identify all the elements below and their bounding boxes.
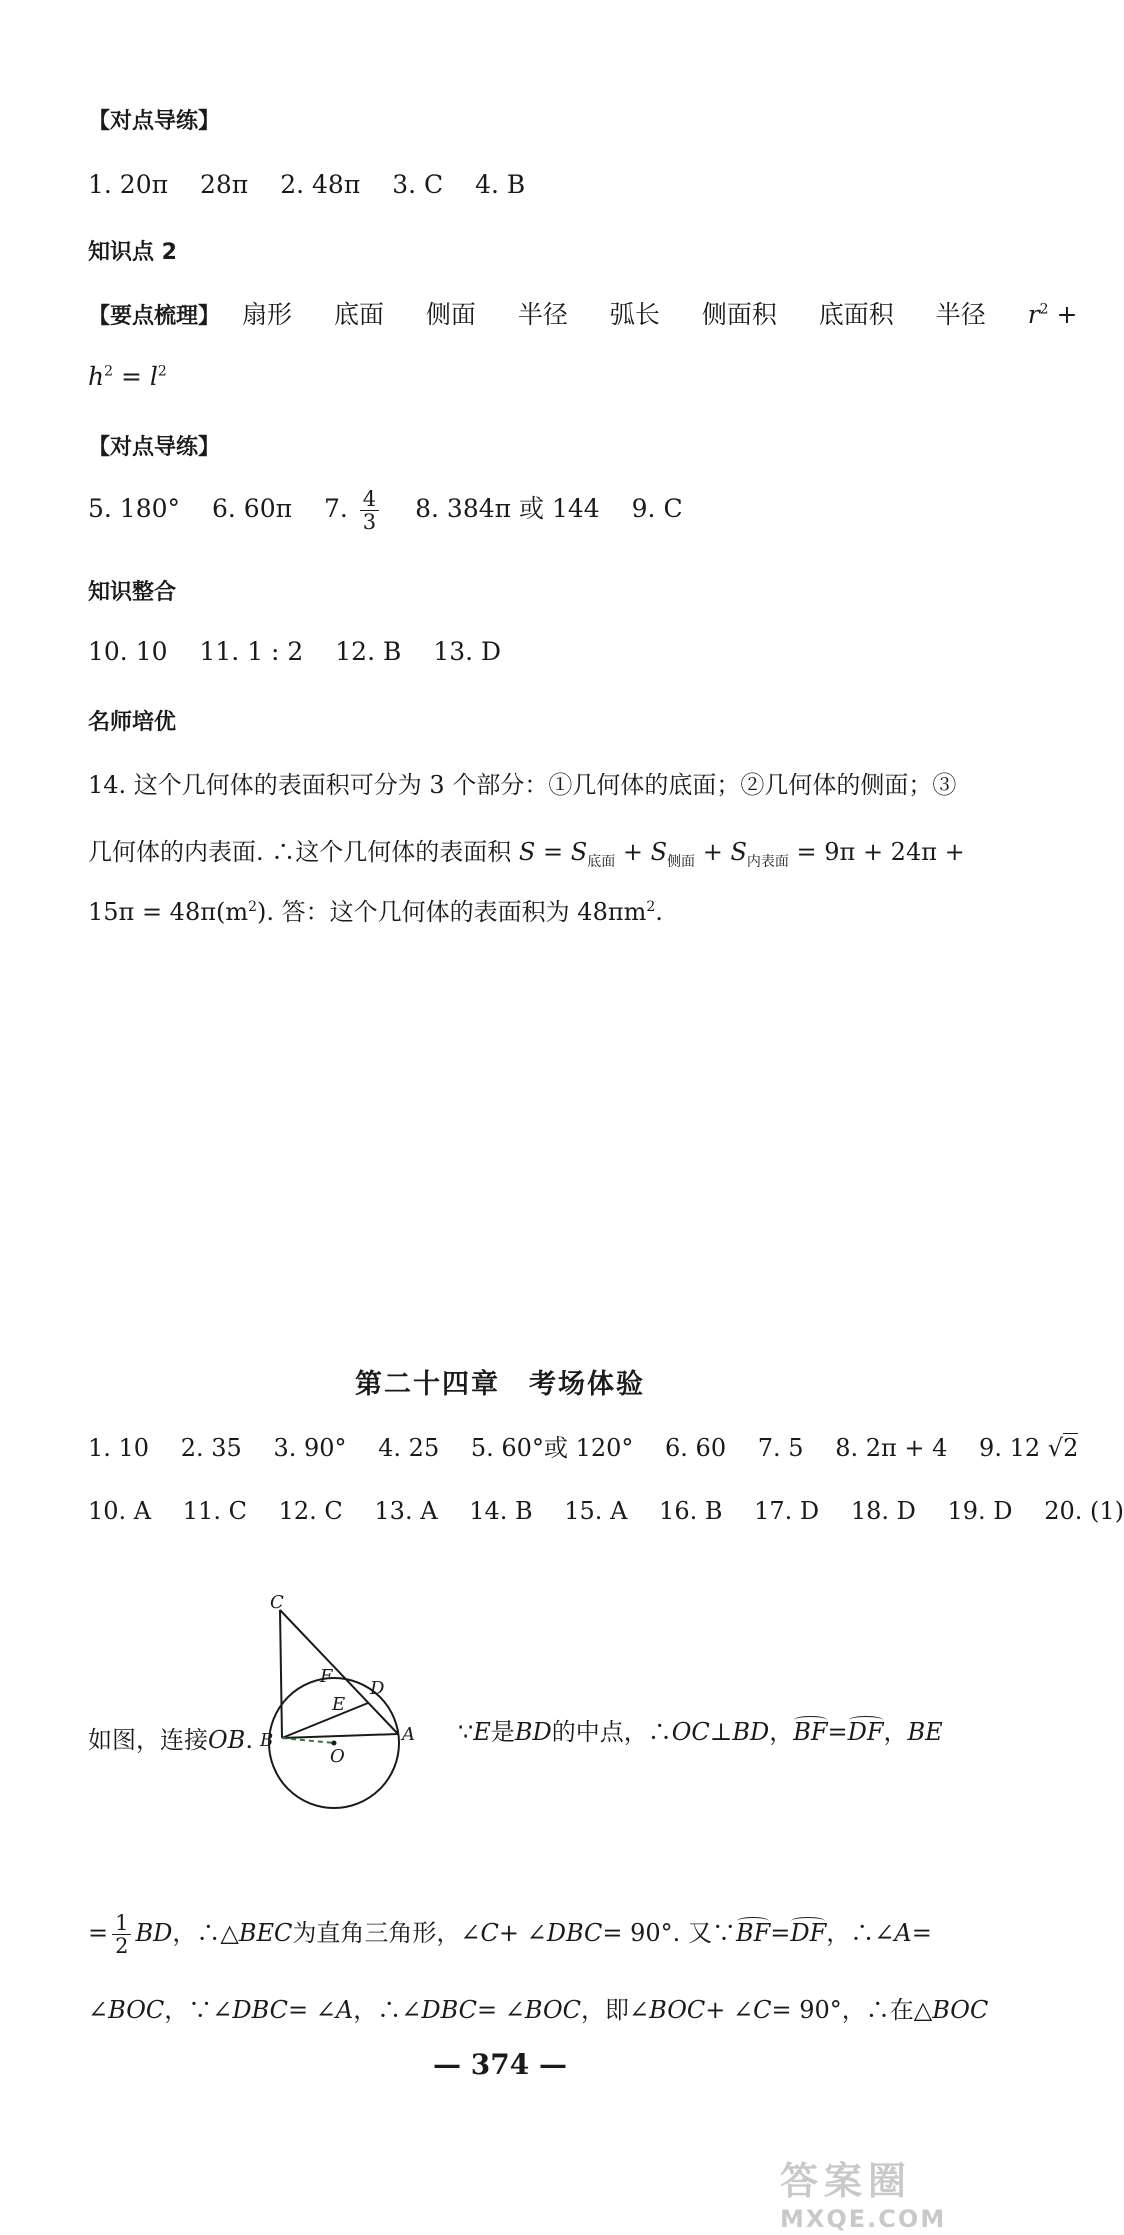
solution-14-result-a: 15π = 48π(m <box>88 898 249 926</box>
exam-ans-5: 5. 60°或 120° <box>470 1434 634 1462</box>
answer-12: 12. B <box>335 637 402 666</box>
label-C: C <box>270 1592 284 1613</box>
arc-BF-2: BF <box>735 1919 771 1948</box>
answers-line-2 <box>88 488 683 533</box>
solution-14-result-c: . <box>655 898 663 926</box>
proof-because-angle: ，∵∠ <box>164 1996 233 2024</box>
formula-h: h <box>88 362 105 391</box>
exam-answers-row-1 <box>88 1428 1078 1463</box>
sqrt-value: 2 <box>1063 1434 1079 1462</box>
label-B: B <box>260 1730 274 1751</box>
answer-13: 13. D <box>433 637 502 666</box>
solution-14-result-b: ). 答：这个几何体的表面积为 48πm <box>257 898 647 926</box>
plus-1: + <box>622 838 643 866</box>
key-points-line <box>88 295 1078 331</box>
fraction-den: 3 <box>362 510 377 535</box>
answer-1: 1. 20π <box>88 170 169 199</box>
proof-therefore-angle: ，∴∠ <box>826 1919 895 1948</box>
proof-is: 是 <box>490 1718 515 1746</box>
kp-6: 侧面积 <box>701 300 777 329</box>
proof-comma: ， <box>769 1718 794 1746</box>
answers-line-3 <box>88 637 501 666</box>
exam-ans-4: 4. 25 <box>378 1434 440 1462</box>
proof-comma-2: ， <box>883 1718 908 1746</box>
symbol-S: S <box>518 838 536 866</box>
proof-BOC: BOC <box>108 1996 165 2024</box>
proof-dot: . <box>245 1726 253 1754</box>
segment-BO-dashed <box>282 1738 334 1743</box>
exam-ans-3: 3. 90° <box>273 1434 347 1462</box>
exam-ans-15: 15. A <box>564 1497 628 1525</box>
geometry-diagram <box>252 1590 432 1830</box>
formula-eq: = <box>120 362 142 391</box>
exam-ans-11: 11. C <box>182 1497 247 1525</box>
point-O <box>332 1741 337 1746</box>
fraction-num: 4 <box>360 488 379 511</box>
half-num: 1 <box>112 1912 131 1935</box>
exam-ans-1: 1. 10 <box>88 1434 150 1462</box>
arc-DF: DF <box>847 1718 884 1746</box>
exam-ans-6: 6. 60 <box>665 1434 727 1462</box>
exam-ans-8: 8. 2π + 4 <box>835 1434 948 1462</box>
arc-DF-2: DF <box>790 1919 827 1948</box>
proof-C-2: C <box>753 1996 772 2024</box>
exam-ans-14: 14. B <box>469 1497 533 1525</box>
exam-ans-7: 7. 5 <box>757 1434 804 1462</box>
exam-answers-row-2 <box>88 1497 1124 1525</box>
proof-eq-angle-2: = ∠ <box>477 1996 525 2024</box>
proof-line-1 <box>458 1712 943 1747</box>
proof-BOC-4: BOC <box>932 1996 989 2024</box>
section-heading-practice-1: 【对点导练】 <box>88 109 221 134</box>
symbol-S-base: S <box>570 838 588 866</box>
angle-1: ∠ <box>88 1996 109 2024</box>
symbol-S-side: S <box>650 838 668 866</box>
eq-sign: = <box>543 838 564 866</box>
formula-l: l <box>149 362 158 391</box>
label-A: A <box>402 1724 415 1745</box>
watermark-logo <box>780 2150 946 2233</box>
formula-r: r <box>1027 300 1040 329</box>
proof-eq-2: = <box>88 1919 109 1948</box>
segment-BD <box>282 1703 368 1738</box>
proof-OB: OB <box>208 1726 246 1754</box>
proof-BD-3: BD <box>135 1919 173 1948</box>
proof-namely: ，即∠ <box>581 1996 650 2024</box>
proof-C: C <box>480 1919 499 1948</box>
sub-side: 侧面 <box>667 853 696 870</box>
plus-2: + <box>702 838 723 866</box>
answer-4: 4. B <box>475 170 526 199</box>
proof-90: = 90°. 又∵ <box>602 1919 736 1948</box>
proof-eq-3: = <box>770 1919 791 1948</box>
section-heading-teacher: 名师培优 <box>88 710 177 735</box>
proof-A: A <box>894 1919 912 1948</box>
exam-ans-9: 9. 12 <box>979 1434 1041 1462</box>
because-symbol: ∵ <box>458 1718 474 1746</box>
kp-2: 底面 <box>333 300 384 329</box>
formula-continuation <box>88 362 167 391</box>
proof-DBC-3: DBC <box>421 1996 478 2024</box>
proof-line-2 <box>88 1912 932 1957</box>
answer-11: 11. 1 : 2 <box>199 637 304 666</box>
exam-ans-12: 12. C <box>278 1497 343 1525</box>
proof-intro-text: 如图，连接 <box>88 1726 208 1754</box>
label-E: E <box>332 1694 346 1715</box>
chapter-title: 第二十四章 考场体验 <box>355 1369 645 1400</box>
exam-ans-20: 20. (1) <box>1044 1497 1124 1525</box>
answer-9: 9. C <box>631 494 683 524</box>
solution-14-line-3 <box>88 892 663 927</box>
kp-4: 半径 <box>517 300 568 329</box>
solution-14-text: 几何体的内表面. ∴这个几何体的表面积 <box>88 838 512 866</box>
exp-h: 2 <box>104 363 114 380</box>
sub-inner: 内表面 <box>746 853 789 870</box>
segment-BA <box>282 1734 398 1738</box>
proof-OC: OC <box>671 1718 710 1746</box>
proof-midpoint: 的中点，∴ <box>551 1718 672 1746</box>
proof-in-triangle: = 90°，∴在△ <box>771 1996 933 2024</box>
proof-eq-angle: = ∠ <box>288 1996 336 2024</box>
answer-6: 6. 60π <box>211 494 293 524</box>
symbol-S-inner: S <box>730 838 747 866</box>
kp-3: 侧面 <box>425 300 476 329</box>
page-number: — 374 — <box>433 2048 567 2081</box>
exam-ans-17: 17. D <box>754 1497 820 1525</box>
watermark-big: 答案圈 <box>780 2159 913 2203</box>
proof-BEC: BEC <box>238 1919 293 1948</box>
fraction-4-3 <box>360 488 379 533</box>
exam-ans-16: 16. B <box>659 1497 723 1525</box>
proof-BD: BD <box>514 1718 552 1746</box>
exp-l: 2 <box>157 363 167 380</box>
answer-1b: 28π <box>200 170 249 199</box>
label-O: O <box>330 1746 345 1767</box>
proof-plus-angle: + ∠ <box>498 1919 547 1948</box>
fraction-half <box>112 1912 131 1957</box>
section-heading-practice-2: 【对点导练】 <box>88 435 221 460</box>
exam-ans-19: 19. D <box>947 1497 1013 1525</box>
perp-symbol: ⊥ <box>709 1718 733 1746</box>
exp-r: 2 <box>1039 301 1049 318</box>
formula-plus: + <box>1056 300 1078 329</box>
proof-DBC-2: DBC <box>232 1996 289 2024</box>
answer-5: 5. 180° <box>88 494 181 524</box>
solution-14-line-2 <box>88 832 965 871</box>
proof-plus-angle-2: + ∠ <box>705 1996 754 2024</box>
sub-base: 底面 <box>587 853 616 870</box>
label-D: D <box>370 1678 385 1699</box>
answer-8: 8. 384π 或 144 <box>415 494 600 524</box>
proof-line-3 <box>88 1990 988 2025</box>
kp-5: 弧长 <box>609 300 660 329</box>
exam-ans-10: 10. A <box>88 1497 152 1525</box>
proof-BOC-3: BOC <box>649 1996 706 2024</box>
proof-therefore-angle-2: ，∴∠ <box>353 1996 422 2024</box>
proof-BE: BE <box>907 1718 943 1746</box>
proof-BD-2: BD <box>732 1718 770 1746</box>
arc-BF: BF <box>793 1718 828 1746</box>
answers-line-1 <box>88 170 525 199</box>
answer-10: 10. 10 <box>88 637 168 666</box>
kp-7: 底面积 <box>818 300 894 329</box>
half-den: 2 <box>115 1934 129 1959</box>
proof-DBC: DBC <box>546 1919 603 1948</box>
proof-therefore: ，∴△ <box>172 1919 239 1948</box>
watermark-small: MXQE.COM <box>780 2205 947 2233</box>
proof-eq: = <box>827 1718 848 1746</box>
solution-14-value: = 9π + 24π + <box>796 838 965 866</box>
solution-14-line-1: 14. 这个几何体的表面积可分为 3 个部分：①几何体的底面；②几何体的侧面；③ <box>88 771 957 799</box>
proof-eq-4: = <box>911 1919 932 1948</box>
section-heading-knowledge-2: 知识点 2 <box>88 240 177 265</box>
proof-A-2: A <box>335 1996 354 2024</box>
answer-2: 2. 48π <box>280 170 361 199</box>
exam-ans-13: 13. A <box>374 1497 438 1525</box>
label-F: F <box>320 1666 333 1687</box>
proof-E: E <box>473 1718 491 1746</box>
exp-m2b: 2 <box>646 899 656 915</box>
answer-3: 3. C <box>392 170 444 199</box>
segment-CB <box>280 1610 282 1738</box>
kp-8: 半径 <box>935 300 986 329</box>
section-heading-integration: 知识整合 <box>88 580 177 605</box>
kp-1: 扇形 <box>241 300 292 329</box>
sqrt-sign: √ <box>1047 1434 1064 1462</box>
proof-BOC-2: BOC <box>524 1996 582 2024</box>
answer-7: 7. <box>323 494 348 524</box>
proof-right-triangle: 为直角三角形，∠ <box>292 1919 481 1948</box>
exam-ans-18: 18. D <box>850 1497 916 1525</box>
exam-ans-2: 2. 35 <box>180 1434 242 1462</box>
key-points-label: 【要点梳理】 <box>88 304 221 329</box>
proof-intro <box>88 1720 253 1755</box>
exp-m2a: 2 <box>248 899 258 915</box>
